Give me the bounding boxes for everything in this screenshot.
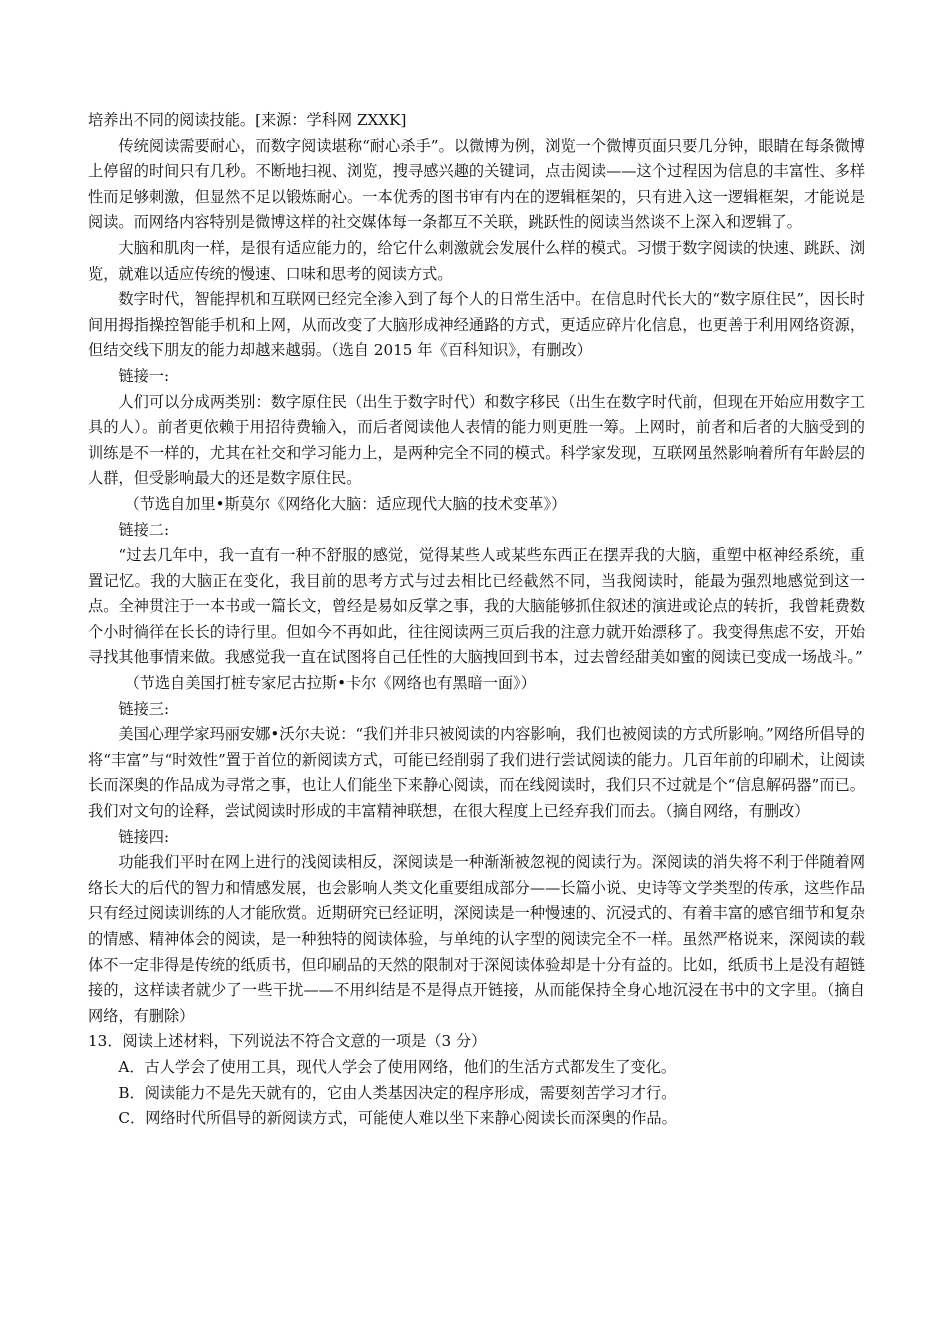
link-heading-4: 链接四: xyxy=(118,827,170,846)
question-option-a: A．古人学会了使用工具，现代人学会了使用网络，他们的生活方式都发生了变化。 xyxy=(118,1057,677,1076)
question-stem: 13．阅读上述材料，下列说法不符合文意的一项是（3 分） xyxy=(88,1032,487,1051)
link-heading-3: 链接三: xyxy=(118,699,170,718)
link-heading-2: 链接二: xyxy=(118,520,170,539)
question-option-b: B．阅读能力不是先天就有的，它由人类基因决定的程序形成，需要刻苦学习才行。 xyxy=(118,1083,677,1102)
paragraph-patience: 传统阅读需要耐心，而数字阅读堪称“耐心杀手”。以微博为例，浏览一个微博页面只要几分钟，眼睛在每条微博上停留的时间只有几秒。不断地扫视、浏览，搜寻感兴趣的关键词，点击阅读——这个过程因为信息的丰富性、多样性而足够刺激，但显然不足以锻炼耐心。一本优秀的图书审有内在的逻辑框架的，只有进入这一逻辑框架，才能说是阅读。而网络内容特别是微博这样的社交媒体每一条都互不关联，跳跃性的阅读当然谈不上深入和逻辑了。 xyxy=(88,136,865,232)
paragraph-intro-continuation: 培养出不同的阅读技能。[来源：学科网 ZXXK] xyxy=(88,111,407,129)
paragraph-digital-era: 数字时代，智能捍机和互联网已经完全渗入到了每个人的日常生活中。在信息时代长大的“数字原住民”，因长时间用拇指操控智能手机和上网，从而改变了大脑形成神经通路的方式，更适应碎片化信息，也更善于利用网络资源，但结交线下朋友的能力却越来越弱。（选自 2015 年《百科知识》，有删改） xyxy=(88,290,865,360)
link-1-body: 人们可以分成两类别：数字原住民（出生于数字时代）和数字移民（出生在数字时代前，但现在开始应用数字工具的人）。前者更依赖于用招待费输入，而后者阅读他人表情的能力则更胜一筹。上网时，前者和后者的大脑受到的训练是不一样的，尤其在社交和学习能力上，是两种完全不同的模式。科学家发现，互联网虽然影响着所有年龄层的人群，但受影响最大的还是数字原住民。 xyxy=(88,392,865,488)
paragraph-brain-muscle: 大脑和肌肉一样，是很有适应能力的，给它什么刺激就会发展什么样的模式。习惯于数字阅读的快速、跳跃、浏览，就难以适应传统的慢速、口味和思考的阅读方式。 xyxy=(88,238,865,283)
question-option-c: C．网络时代所倡导的新阅读方式，可能使人难以坐下来静心阅读长而深奥的作品。 xyxy=(118,1109,677,1128)
link-4-body: 功能我们平时在网上进行的浅阅读相反，深阅读是一种渐渐被忽视的阅读行为。深阅读的消失将不利于伴随着网络长大的后代的智力和情感发展，也会影响人类文化重要组成部分——长篇小说、史诗等文学类型的传承，这些作品只有经过阅读训练的人才能欣赏。近期研究已经证明，深阅读是一种慢速的、沉浸式的、有着丰富的感官细节和复杂的情感、精神体会的阅读，是一种独特的阅读体验，与单纯的认字型的阅读完全不一样。虽然严格说来，深阅读的载体不一定非得是传统的纸质书，但印刷品的天然的限制对于深阅读体验却是十分有益的。比如，纸质书上是没有超链接的，这样读者就少了一些干扰——不用纠结是不是得点开链接，从而能保持全身心地沉浸在书中的文字里。（摘自网络，有删除） xyxy=(88,853,865,1025)
document-page xyxy=(88,108,865,1132)
link-2-source: （节选自美国打桩专家尼古拉斯•卡尔《网络也有黑暗一面》） xyxy=(124,674,536,693)
link-heading-1: 链接一: xyxy=(118,366,170,385)
link-1-source: （节选自加里•斯莫尔《网络化大脑：适应现代大脑的技术变革》） xyxy=(124,494,567,513)
link-3-body: 美国心理学家玛丽安娜•沃尔夫说：“我们并非只被阅读的内容影响，我们也被阅读的方式所影响。”网络所倡导的将“丰富”与“时效性”置于首位的新阅读方式，可能已经削弱了我们进行尝试阅读的能力。几百年前的印刷术，让阅读长而深奥的作品成为寻常之事，也让人们能坐下来静心阅读，而在线阅读时，我们只不过就是个“信息解码器”而已。我们对文句的诠释，尝试阅读时形成的丰富精神联想，在很大程度上已经弃我们而去。（摘自网络，有删改） xyxy=(88,725,865,821)
link-2-body: “过去几年中，我一直有一种不舒服的感觉，觉得某些人或某些东西正在摆弄我的大脑，重塑中枢神经系统，重置记忆。我的大脑正在变化，我目前的思考方式与过去相比已经截然不同，当我阅读时，能最为强烈地感觉到这一点。全神贯注于一本书或一篇长文，曾经是易如反掌之事，我的大脑能够抓住叙述的演进或论点的转折，我曾耗费数个小时徜徉在长长的诗行里。但如今不再如此，往往阅读两三页后我的注意力就开始漂移了。我变得焦虑不安，开始寻找其他事情来做。我感觉我一直在试图将自己任性的大脑拽回到书本，过去曾经甜美如蜜的阅读已变成一场战斗。” xyxy=(88,546,865,667)
